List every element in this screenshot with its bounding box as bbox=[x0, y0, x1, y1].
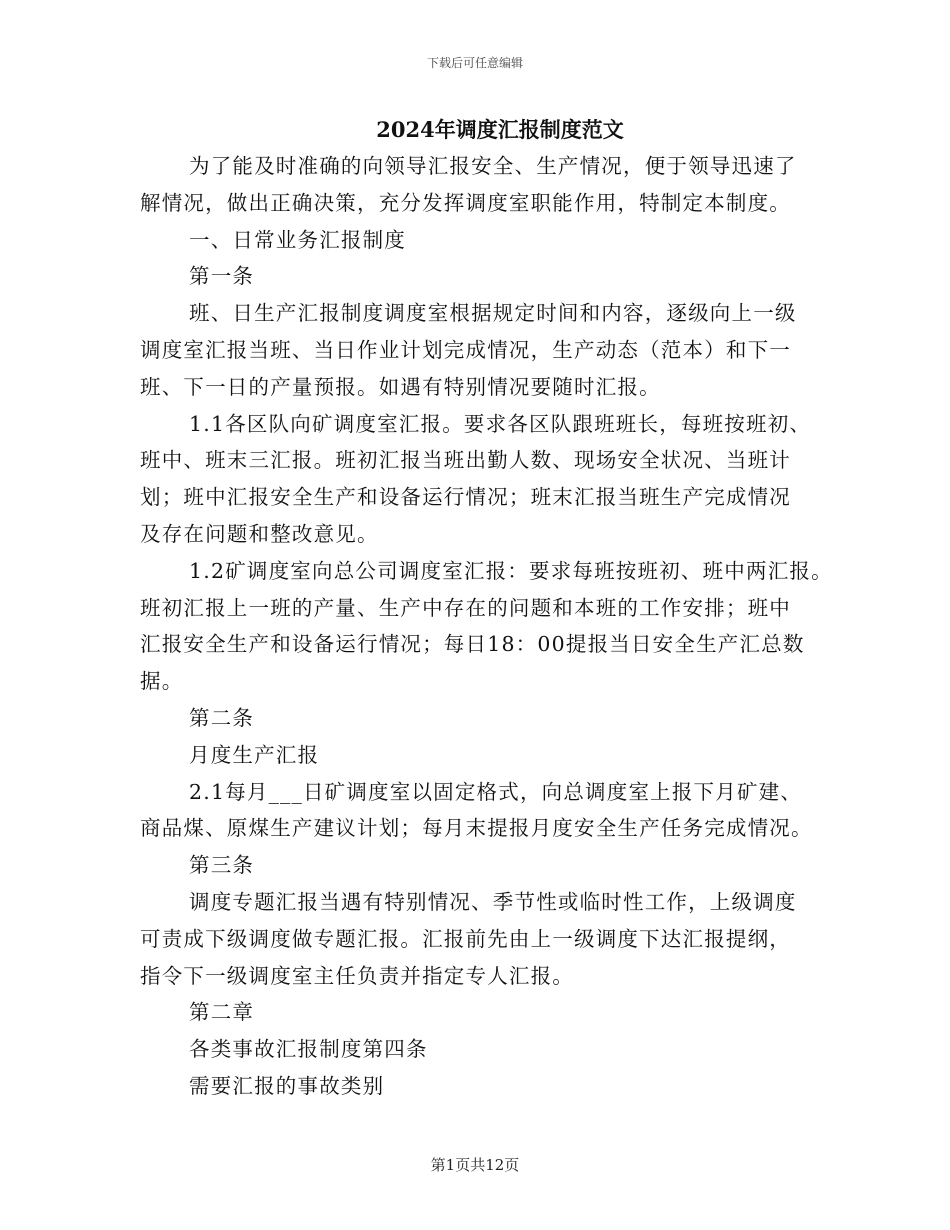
paragraph-line: 调度专题汇报当遇有特别情况、季节性或临时性工作，上级调度 bbox=[189, 889, 797, 914]
paragraph-line: 各类事故汇报制度第四条 bbox=[189, 1037, 428, 1062]
paragraph-line: 班、下一日的产量预报。如遇有特别情况要随时汇报。 bbox=[140, 374, 661, 399]
paragraph-line: 为了能及时准确的向领导汇报安全、生产情况，便于领导迅速了 bbox=[189, 154, 797, 178]
paragraph-line: 一、日常业务汇报制度 bbox=[189, 227, 406, 252]
paragraph bbox=[140, 553, 833, 700]
paragraph-line: 班、日生产汇报制度调度室根据规定时间和内容，逐级向上一级 bbox=[189, 301, 797, 326]
paragraph-line: 需要汇报的事故类别 bbox=[189, 1073, 385, 1098]
paragraph bbox=[140, 295, 820, 405]
paragraph-line: 第二条 bbox=[189, 705, 255, 730]
paragraph-line: 2.1每月___日矿调度室以固定格式，向总调度室上报下月矿建、 bbox=[189, 779, 803, 804]
paragraph-line: 1.2矿调度室向总公司调度室汇报：要求每班按班初、班中两汇报。 bbox=[189, 558, 833, 583]
paragraph-line: 第三条 bbox=[189, 853, 255, 878]
paragraph-line: 第二章 bbox=[189, 1000, 255, 1025]
paragraph-line: 及存在问题和整改意见。 bbox=[140, 521, 379, 546]
document-body bbox=[140, 148, 833, 1105]
paragraph bbox=[140, 222, 820, 259]
paragraph-line: 解情况，做出正确决策，充分发挥调度室职能作用，特制定本制度。 bbox=[140, 190, 791, 215]
paragraph bbox=[140, 737, 820, 774]
paragraph-line: 第一条 bbox=[189, 264, 255, 289]
paragraph-line: 汇报安全生产和设备运行情况；每日18：00提报当日安全生产汇总数 bbox=[140, 632, 805, 657]
paragraph bbox=[140, 148, 820, 222]
paragraph bbox=[140, 847, 820, 884]
paragraph-line: 商品煤、原煤生产建议计划；每月末提报月度安全生产任务完成情况。 bbox=[140, 816, 813, 841]
paragraph-line: 班中、班末三汇报。班初汇报当班出勤人数、现场安全状况、当班计 bbox=[140, 448, 791, 473]
paragraph-line: 可责成下级调度做专题汇报。汇报前先由上一级调度下达汇报提纲， bbox=[140, 926, 791, 951]
paragraph-line: 1.1各区队向矿调度室汇报。要求各区队跟班班长，每班按班初、 bbox=[189, 411, 812, 436]
paragraph bbox=[140, 1068, 820, 1105]
paragraph bbox=[140, 258, 820, 295]
paragraph bbox=[140, 994, 820, 1031]
paragraph bbox=[140, 884, 820, 994]
paragraph bbox=[140, 774, 820, 848]
paragraph-line: 调度室汇报当班、当日作业计划完成情况，生产动态（范本）和下一 bbox=[140, 337, 791, 362]
paragraph bbox=[140, 406, 820, 553]
header-note: 下载后可任意编辑 bbox=[426, 56, 523, 70]
paragraph-line: 划；班中汇报安全生产和设备运行情况；班末汇报当班生产完成情况 bbox=[140, 485, 791, 510]
paragraph-line: 月度生产汇报 bbox=[189, 742, 320, 767]
paragraph bbox=[140, 1031, 820, 1068]
paragraph bbox=[140, 700, 820, 737]
paragraph-line: 据。 bbox=[140, 669, 184, 694]
paragraph-line: 班初汇报上一班的产量、生产中存在的问题和本班的工作安排；班中 bbox=[140, 595, 791, 620]
document-title: 2024年调度汇报制度范文 bbox=[376, 117, 624, 142]
paragraph-line: 指令下一级调度室主任负责并指定专人汇报。 bbox=[140, 963, 574, 988]
page-footer: 第1页共12页 bbox=[430, 1156, 520, 1174]
